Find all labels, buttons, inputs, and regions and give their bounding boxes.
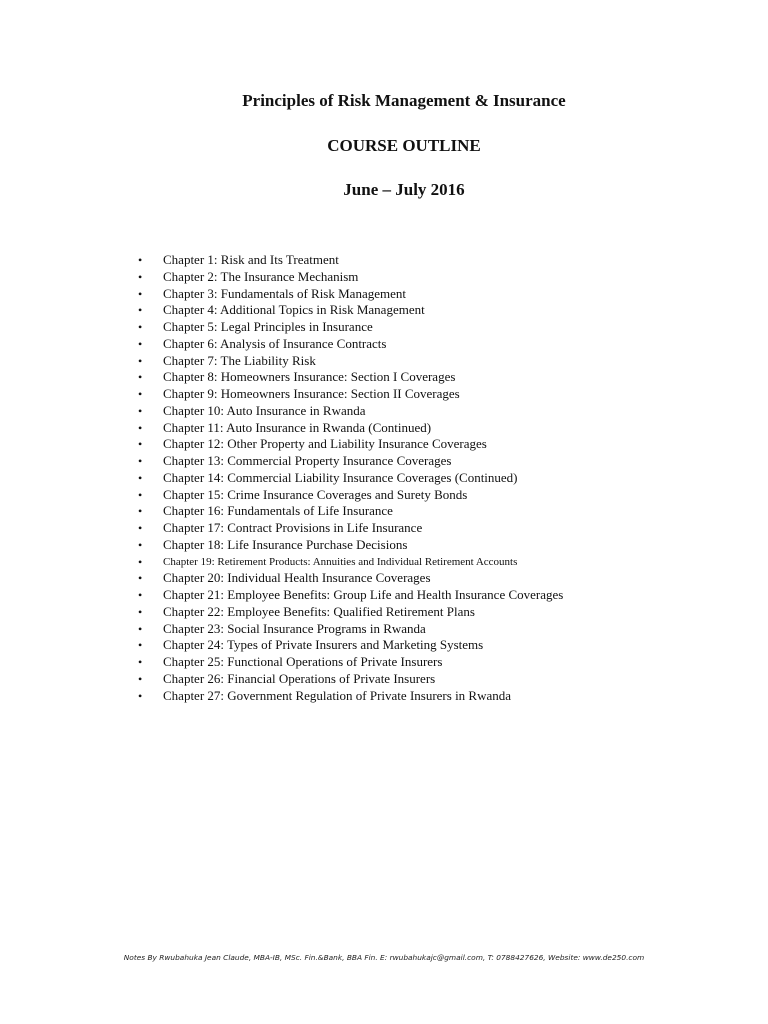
chapter-item [138,252,563,269]
chapter-list [138,252,563,704]
chapter-title: Chapter 9: Homeowners Insurance: Section II Coverages [163,386,460,401]
bullet-icon: • [138,504,143,519]
chapter-title: Chapter 2: The Insurance Mechanism [163,268,359,284]
bullet-icon: • [138,571,143,586]
bullet-icon: • [138,537,143,552]
chapter-title: Chapter 19: Retirement Products: Annuities and Individual Retirement Accounts [163,555,518,568]
document-title: Principles of Risk Management & Insurance [242,91,566,110]
chapter-item [138,570,563,587]
chapter-item [138,587,563,604]
bullet-icon: • [138,286,143,301]
chapter-item [138,487,563,504]
chapter-title: Chapter 16: Fundamentals of Life Insurance [163,503,393,519]
chapter-title: Chapter 25: Functional Operations of Private Insurers [163,654,443,669]
chapter-item [138,403,563,420]
bullet-icon: • [138,253,143,267]
chapter-title: Chapter 12: Other Property and Liability Insurance Coverages [163,436,487,452]
bullet-icon: • [138,554,143,569]
bullet-icon: • [138,420,143,435]
chapter-title: Chapter 8: Homeowners Insurance: Section I Coverages [163,369,456,385]
chapter-item [138,353,563,370]
chapter-title: Chapter 15: Crime Insurance Coverages and Surety Bonds [163,486,468,502]
chapter-title: Chapter 5: Legal Principles in Insurance [163,319,373,334]
chapter-title: Chapter 13: Commercial Property Insurance Coverages [163,453,452,468]
chapter-item [138,654,563,671]
bullet-icon: • [138,353,143,368]
chapter-title: Chapter 21: Employee Benefits: Group Life and Health Insurance Coverages [163,587,564,602]
bullet-icon: • [138,470,143,485]
chapter-title: Chapter 22: Employee Benefits: Qualified Retirement Plans [163,603,475,619]
chapter-item [138,386,563,403]
document-date: June – July 2016 [343,180,465,199]
chapter-title: Chapter 23: Social Insurance Programs in Rwanda [163,620,426,636]
chapter-item [138,420,563,437]
chapter-title: Chapter 3: Fundamentals of Risk Management [163,285,406,301]
bullet-icon: • [138,588,143,602]
chapter-item [138,302,563,319]
chapter-item [138,537,563,554]
chapter-title: Chapter 17: Contract Provisions in Life Insurance [163,520,423,535]
footer-notes: Notes By Rwubahuka Jean Claude, MBA-IB, MSc. Fin.&Bank, BBA Fin. E: rwubahukajc@gmail.com, T: 0788427626, Website: www.de250.com [123,953,645,962]
document-subtitle: COURSE OUTLINE [327,136,481,155]
chapter-item [138,520,563,537]
chapter-item [138,269,563,286]
chapter-item [138,621,563,638]
bullet-icon: • [138,604,143,619]
bullet-icon: • [138,688,143,703]
bullet-icon: • [138,638,143,653]
chapter-item [138,671,563,688]
chapter-title: Chapter 1: Risk and Its Treatment [163,252,339,267]
chapter-item [138,637,563,654]
bullet-icon: • [138,403,143,418]
chapter-item [138,369,563,386]
chapter-item [138,436,563,453]
bullet-icon: • [138,303,143,318]
chapter-item [138,554,563,571]
bullet-icon: • [138,387,143,401]
chapter-item [138,470,563,487]
chapter-title: Chapter 24: Types of Private Insurers and Marketing Systems [163,637,484,653]
chapter-title: Chapter 6: Analysis of Insurance Contracts [163,335,387,351]
bullet-icon: • [138,437,143,452]
chapter-title: Chapter 10: Auto Insurance in Rwanda [163,402,366,418]
bullet-icon: • [138,336,143,351]
bullet-icon: • [138,370,143,385]
chapter-title: Chapter 26: Financial Operations of Private Insurers [163,670,436,686]
chapter-item [138,503,563,520]
chapter-item [138,336,563,353]
bullet-icon: • [138,487,143,502]
chapter-item [138,286,563,303]
chapter-title: Chapter 11: Auto Insurance in Rwanda (Continued) [163,419,432,435]
chapter-item [138,319,563,336]
bullet-icon: • [138,521,143,535]
chapter-title: Chapter 7: The Liability Risk [163,352,316,368]
bullet-icon: • [138,269,143,284]
bullet-icon: • [138,454,143,468]
chapter-title: Chapter 14: Commercial Liability Insurance Coverages (Continued) [163,469,518,485]
chapter-title: Chapter 20: Individual Health Insurance Coverages [163,570,431,586]
bullet-icon: • [138,320,143,334]
bullet-icon: • [138,655,143,669]
chapter-title: Chapter 18: Life Insurance Purchase Decisions [163,536,408,552]
chapter-item [138,604,563,621]
chapter-item [138,453,563,470]
chapter-item [138,688,563,705]
bullet-icon: • [138,621,143,636]
bullet-icon: • [138,671,143,686]
chapter-title: Chapter 27: Government Regulation of Private Insurers in Rwanda [163,687,512,703]
chapter-title: Chapter 4: Additional Topics in Risk Management [163,302,425,318]
